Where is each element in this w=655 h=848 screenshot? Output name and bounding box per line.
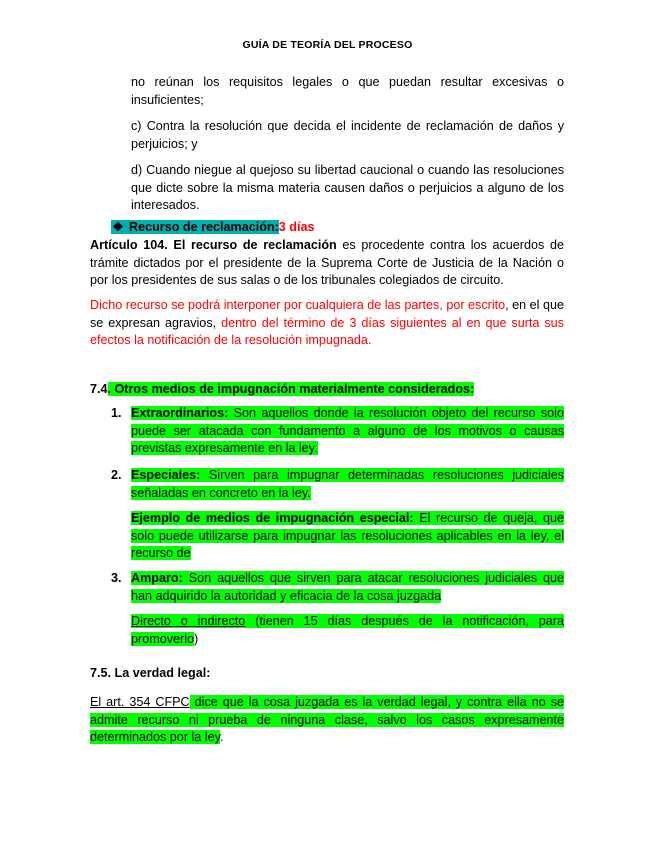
item-3-paragraph (131, 570, 564, 605)
item-3-number: 3. (111, 571, 122, 585)
directo-text: (tienen 15 días después de la notificación, para promoverlo (131, 614, 564, 646)
black-text: , en el que se expresan agravios, (90, 298, 564, 330)
article-text: es procedente contra los acuerdos de trámite dictados por el presidente de la Suprema Corte de Justicia de la Nación o por los presidentes de sus salas o de los tribunales colegiados de circuito. (90, 238, 564, 288)
directo-label: Directo o indirecto (131, 614, 246, 628)
item-c-paragraph: c) Contra la resolución que decida el incidente de reclamación de daños y perjuicios; y (131, 119, 564, 151)
item-3-text: Son aquellos que sirven para atacar resoluciones judiciales que han adquirido la autoridad y eficacia de la cosa juzgada (131, 571, 564, 603)
item-2-number: 2. (111, 468, 122, 482)
verdad-legal-end: . (219, 730, 224, 745)
verdad-legal-paragraph (90, 694, 564, 747)
item-2-label: Especiales: (131, 468, 201, 482)
cfpc-reference: El art. 354 CFPC (90, 695, 190, 709)
recurso-plazo-paragraph (90, 297, 564, 350)
directo-paragraph (131, 613, 564, 648)
item-1-number: 1. (111, 406, 122, 420)
continuation-paragraph: no reúnan los requisitos legales o que puedan resultar excesivas o insuficientes; (131, 75, 564, 107)
item-1-text: Son aquellos donde la resolución objeto del recurso solo puede ser atacada con fundamento a alguno de los motivos o causas previstas expresamente en la ley. (131, 406, 564, 456)
red-text-1: Dicho recurso se podrá interponer por cualquiera de las partes, por escrito (90, 298, 506, 312)
directo-close: ) (194, 631, 199, 646)
verdad-legal-text: dice que la cosa juzgada es la verdad legal, y contra ella no se admite recurso ni prueba de ninguna clase, salvo los casos expresamente determinados por la ley (90, 695, 564, 745)
item-3-label: Amparo: (131, 571, 183, 585)
reclamacion-term: 3 días (278, 220, 315, 234)
red-text-2: dentro del término de 3 días siguientes al en que surta sus efectos la notificación de la resolución impugnada. (90, 315, 564, 348)
item-2-text: Sirven para impugnar determinadas resoluciones judiciales señaladas en concreto en la ley. (131, 468, 564, 500)
item-2-paragraph (131, 467, 564, 502)
reclamacion-heading (111, 219, 315, 237)
ejemplo-text: El recurso de queja, que solo puede utilizarse para impugnar las resoluciones aplicables en la ley, el recurso de (131, 511, 564, 561)
item-1-label: Extraordinarios: (131, 406, 229, 420)
article-104-paragraph (90, 237, 564, 290)
article-label: Artículo 104. El recurso de reclamación (90, 238, 337, 252)
section-7-4-number: 7.4 (90, 382, 108, 396)
item-d-paragraph: d) Cuando niegue al quejoso su libertad caucional o cuando las resoluciones que dicte sobre la misma materia causen daños o perjuicios a alguno de los interesados. (131, 163, 564, 213)
page-header: GUÍA DE TEORÍA DEL PROCESO (242, 39, 413, 51)
section-7-5-heading: 7.5. La verdad legal: (90, 666, 211, 680)
diamond-bullet-icon: ❖ (112, 220, 124, 234)
ejemplo-paragraph (131, 510, 564, 563)
section-7-4-heading (90, 381, 474, 399)
reclamacion-title: Recurso de reclamación: (129, 220, 279, 234)
item-1-paragraph (131, 405, 564, 458)
ejemplo-label: Ejemplo de medios de impugnación especial: (131, 511, 414, 525)
section-7-4-title: . Otros medios de impugnación materialmente considerados: (107, 382, 475, 396)
